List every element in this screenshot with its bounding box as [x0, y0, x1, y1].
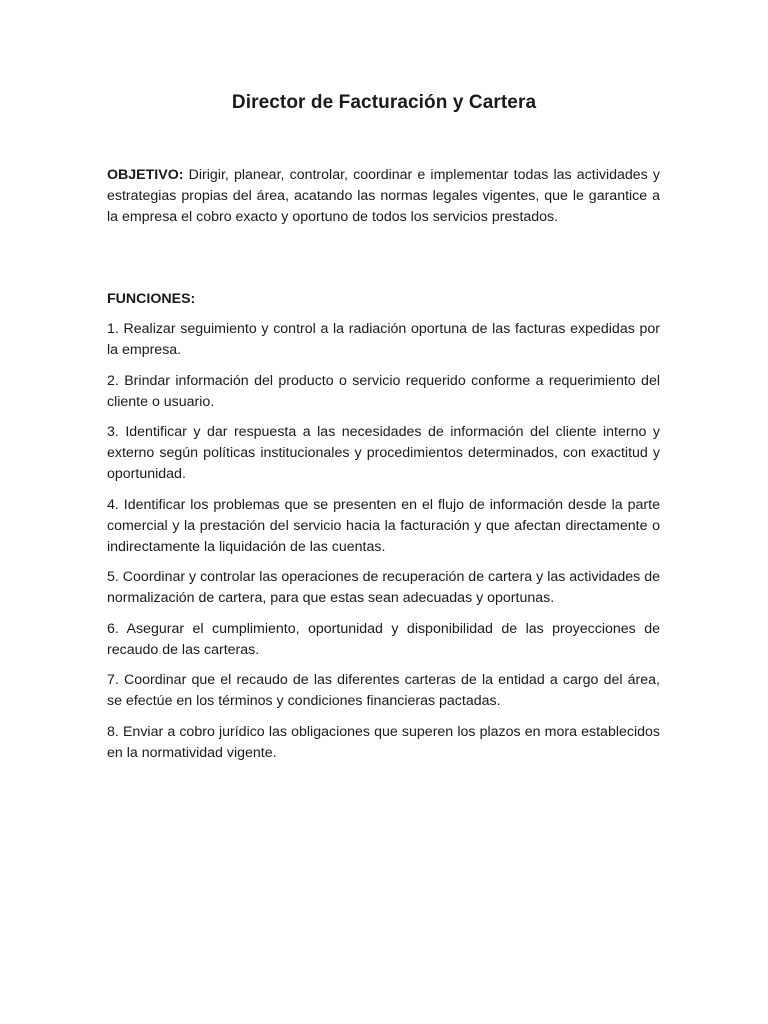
function-item-5: 5. Coordinar y controlar las operaciones de recuperación de cartera y las actividades de normalización de cartera, para que estas sean adecuadas y oportunas.: [107, 569, 660, 606]
objective-label: OBJETIVO:: [107, 167, 184, 183]
document-title: Director de Facturación y Cartera: [231, 92, 537, 113]
functions-list: [107, 319, 660, 773]
functions-heading: FUNCIONES:: [107, 291, 196, 307]
objective-text: Dirigir, planear, controlar, coordinar e implementar todas las actividades y estrategias propias del área, acatando las normas legales vigentes, que le garantice a la empresa el cobro exacto y oportuno de todos los servicios prestados.: [107, 167, 660, 225]
function-item-4: 4. Identificar los problemas que se presenten en el flujo de información desde la parte comercial y la prestación del servicio hacia la facturación y que afectan directamente o indirectamente la liquidación de las cuentas.: [107, 496, 660, 555]
function-item-7: 7. Coordinar que el recaudo de las diferentes carteras de la entidad a cargo del área, se efectúe en los términos y condiciones financieras pactadas.: [107, 672, 660, 709]
function-item-1: 1. Realizar seguimiento y control a la radiación oportuna de las facturas expedidas por la empresa.: [107, 321, 660, 358]
function-item-8: 8. Enviar a cobro jurídico las obligaciones que superen los plazos en mora establecidos en la normatividad vigente.: [107, 723, 660, 761]
objective-paragraph: [107, 165, 660, 228]
function-item-2: 2. Brindar información del producto o servicio requerido conforme a requerimiento del cliente o usuario.: [107, 372, 660, 410]
function-item-6: 6. Asegurar el cumplimiento, oportunidad y disponibilidad de las proyecciones de recaudo de las carteras.: [107, 620, 660, 658]
function-item-3: 3. Identificar y dar respuesta a las necesidades de información del cliente interno y externo según políticas institucionales y procedimientos determinados, con exactitud y oportunidad.: [107, 424, 660, 482]
